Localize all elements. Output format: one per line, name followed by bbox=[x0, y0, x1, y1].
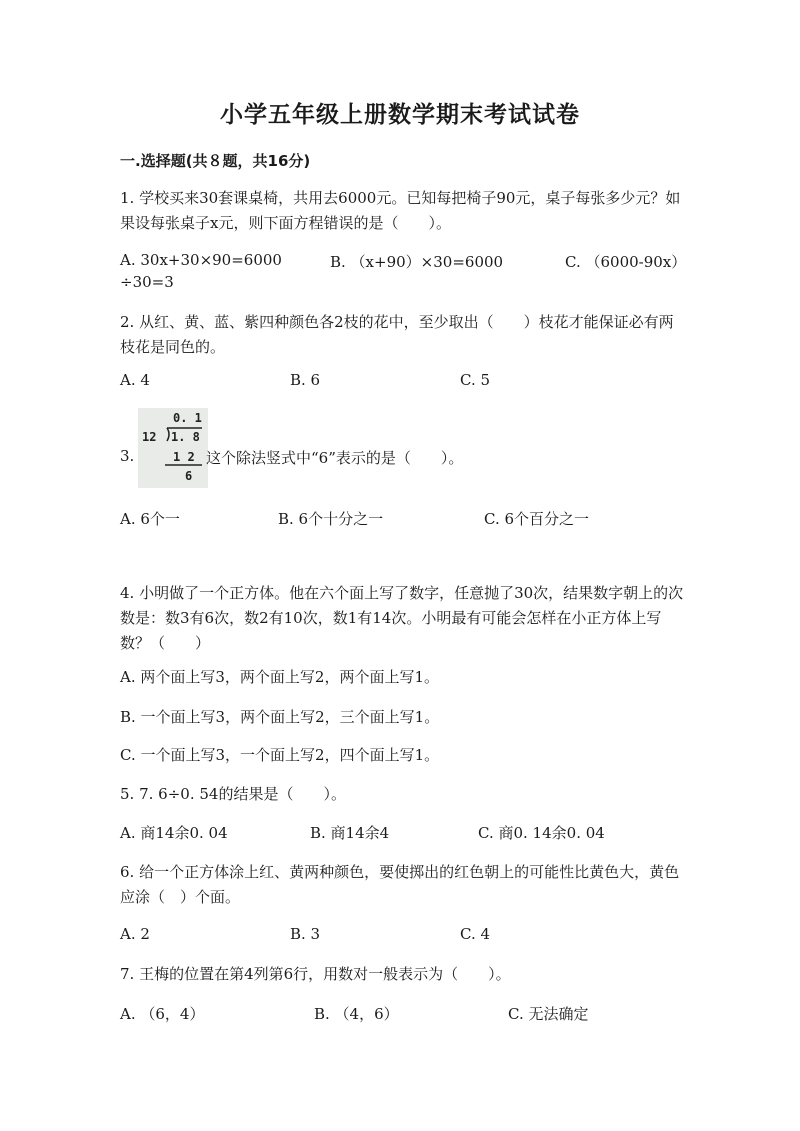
question-6-option-c[interactable]: C. 4 bbox=[460, 925, 491, 943]
section-heading: 一.选择题(共８题，共16分) bbox=[120, 152, 311, 170]
question-1-option-a[interactable]: A. 30x+30×90=6000 bbox=[120, 251, 282, 269]
question-7-option-b[interactable]: B. （4，6） bbox=[314, 1005, 399, 1023]
question-5-option-c[interactable]: C. 商0. 14余0. 04 bbox=[478, 824, 605, 842]
question-3-option-a[interactable]: A. 6个一 bbox=[120, 510, 180, 528]
question-2-text: 2. 从红、黄、蓝、紫四种颜色各2枝的花中，至少取出（ ）枝花才能保证必有两枝花是同色的。 bbox=[120, 313, 674, 356]
question-2-option-c[interactable]: C. 5 bbox=[460, 371, 491, 389]
question-4-text: 4. 小明做了一个正方体。他在六个面上写了数字，任意抛了30次，结果数字朝上的次数是：数3有6次，数2有10次，数1有14次。小明最有可能会怎样在小正方体上写数？（ ） bbox=[120, 584, 684, 652]
question-7-option-a[interactable]: A. （6，4） bbox=[120, 1005, 205, 1023]
question-6-option-b[interactable]: B. 3 bbox=[290, 925, 321, 943]
question-1-option-b[interactable]: B. （x+90）×30=6000 bbox=[330, 253, 504, 271]
figure-product: 1 2 bbox=[173, 450, 195, 464]
figure-quotient: 0. 1 bbox=[173, 411, 202, 425]
question-2-option-a[interactable]: A. 4 bbox=[120, 371, 150, 389]
question-7-text: 7. 王梅的位置在第4列第6行，用数对一般表示为（ ）。 bbox=[120, 965, 511, 983]
figure-remainder: 6 bbox=[185, 469, 193, 483]
question-5-text: 5. 7. 6÷0. 54的结果是（ ）。 bbox=[120, 785, 346, 803]
question-4-option-c[interactable]: C. 一个面上写3，一个面上写2，四个面上写1。 bbox=[120, 746, 440, 764]
question-5-option-a[interactable]: A. 商14余0. 04 bbox=[120, 824, 228, 842]
question-6-text: 6. 给一个正方体涂上红、黄两种颜色，要使掷出的红色朝上的可能性比黄色大，黄色应涂（ ）个面。 bbox=[120, 863, 680, 906]
question-3-number: 3. bbox=[120, 447, 135, 465]
question-5-option-b[interactable]: B. 商14余4 bbox=[310, 824, 390, 842]
question-3-option-b[interactable]: B. 6个十分之一 bbox=[278, 510, 384, 528]
question-3-text: 这个除法竖式中“6”表示的是（ ）。 bbox=[206, 449, 464, 467]
figure-divisor: 12 bbox=[142, 430, 157, 444]
question-2-option-b[interactable]: B. 6 bbox=[290, 371, 321, 389]
figure-dividend: 1. 8 bbox=[171, 430, 200, 444]
question-3-option-c[interactable]: C. 6个百分之一 bbox=[484, 510, 590, 528]
question-1-option-c-continued: ÷30=3 bbox=[120, 273, 174, 291]
page-title: 小学五年级上册数学期末考试试卷 bbox=[220, 102, 580, 128]
question-7-option-c[interactable]: C. 无法确定 bbox=[508, 1005, 589, 1023]
question-1-option-c[interactable]: C. （6000-90x） bbox=[565, 253, 687, 271]
long-division-figure bbox=[138, 408, 208, 488]
question-4-option-b[interactable]: B. 一个面上写3，两个面上写2，三个面上写1。 bbox=[120, 708, 440, 726]
question-1-text: 1. 学校买来30套课桌椅，共用去6000元。已知每把椅子90元，桌子每张多少元？如果设每张桌子x元，则下面方程错误的是（ ）。 bbox=[120, 189, 681, 232]
question-6-option-a[interactable]: A. 2 bbox=[120, 925, 150, 943]
question-4-option-a[interactable]: A. 两个面上写3，两个面上写2，两个面上写1。 bbox=[120, 668, 440, 686]
